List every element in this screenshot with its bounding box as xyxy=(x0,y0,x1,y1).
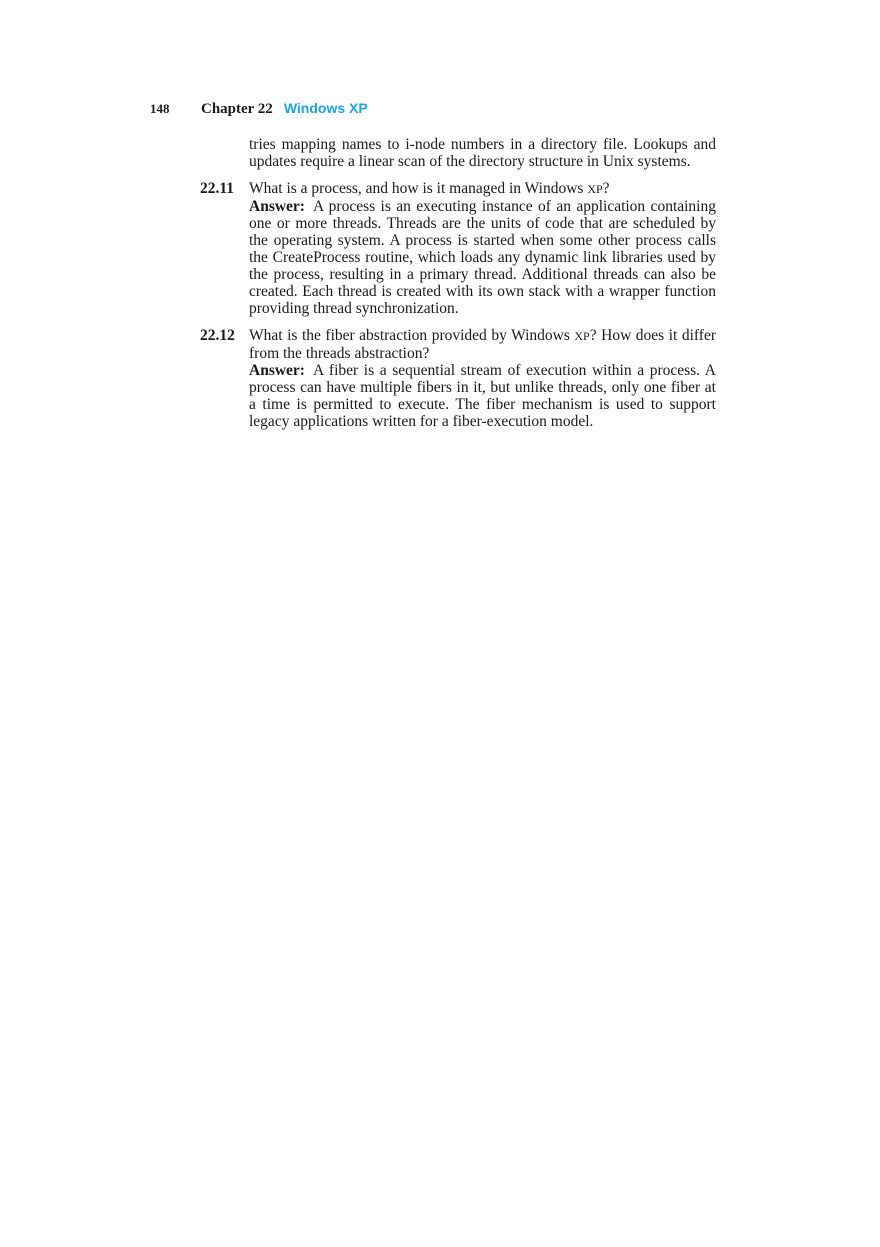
answer-label: Answer: xyxy=(249,362,305,379)
exercise-22-12 xyxy=(200,327,716,430)
page-number: 148 xyxy=(150,101,170,116)
exercise-number: 22.11 xyxy=(200,180,235,197)
answer-label: Answer: xyxy=(249,198,305,215)
chapter-label: Chapter 22 xyxy=(201,101,273,117)
exercise-number: 22.12 xyxy=(200,327,235,344)
continued-answer-text: tries mapping names to i-node numbers in a directory file. Lookups and updates require a linear scan of the directory structure in Unix systems. xyxy=(249,136,716,170)
running-header xyxy=(150,100,368,120)
exercise-body xyxy=(249,327,716,430)
exercise-answer xyxy=(249,362,716,430)
exercise-22-11 xyxy=(200,180,716,317)
exercise-body xyxy=(249,180,716,317)
answer-text: A fiber is a sequential stream of execution within a process. A process can have multiple fibers in it, but unlike threads, only one fiber at a time is permitted to execute. The fiber mechanism is used to support legacy applications written for a fiber-execution model. xyxy=(249,362,716,430)
exercise-question: What is the fiber abstraction provided by Windows XP? How does it differ from the threads abstraction? xyxy=(249,327,716,362)
chapter-title: Windows XP xyxy=(283,100,368,116)
page-body xyxy=(200,136,716,430)
exercise-question: What is a process, and how is it managed in Windows XP? xyxy=(249,180,610,197)
exercise-answer xyxy=(249,198,716,317)
answer-text: A process is an executing instance of an application containing one or more threads. Threads are the units of code that are scheduled by the operating system. A process is started when some other process calls the CreateProcess routine, which loads any dynamic link libraries used by the process, resulting in a primary thread. Additional threads can also be created. Each thread is created with its own stack with a wrapper function providing thread synchronization. xyxy=(249,198,716,317)
